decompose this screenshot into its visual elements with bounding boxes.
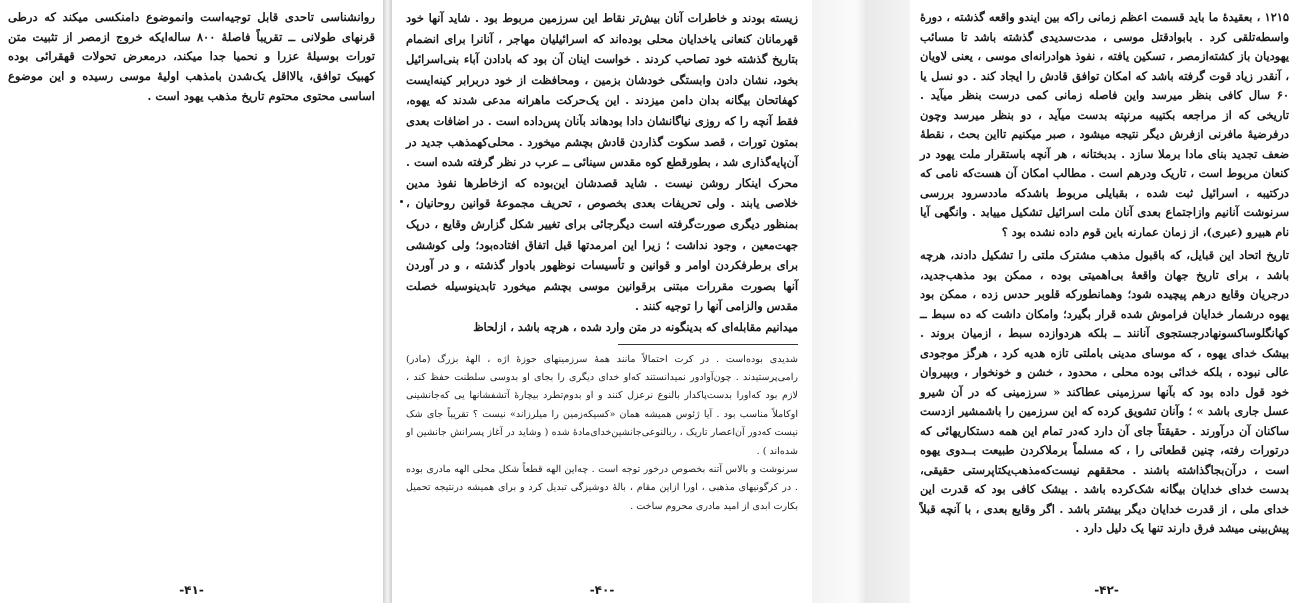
page-number: -۴۱- — [179, 583, 204, 597]
page-41 — [0, 0, 383, 603]
page-42-paragraph: تاریخ اتحاد این قبایل، که باقبول مذهب مشترک ملتی را تشکیل دادند، هرچه باشد ، برای تاریخ جهان واقعهٔ بی‌اهمیتی بوده ، ممکن بود مذهب‌جدید، درجریان وقایع درهم پیچیده شود؛ وهمانطورکه قلوبر حدس زده ، ممکن بود یهوه درشمار خدایان فراموش شده قرار بگیرد؛ وامکان داشت که ده سبط ــ کهانگلوساکسونها‌درجستجوی آنانند ــ بلکه هردوازده سبط ، ازمیان بروند . بیشک خدای یهوه ، که موسای مدینی باملتی تازه هدیه کرد ، هرگز موجودی عالی نبوده ، بلکه خدائی بوده محلی ، محدود ، خشن و خونخوار ، وبپیروان خود قول داده بود که بآنها سرزمینی عطاکند « سرزمینی که در آن شیرو عسل جاری باشد » ؛ وآنان تشویق کرده که این سرزمین را باشمشیر ازدست ساکنان آن درآورند . حقیقتاً جای آن دارد که‌در تمام این همه دستکاریهائی که درتورات رفته، چنین قطعاتی را ، که مسلماً برملاکردن طبیعت بــدوی یهوه است ، درآن‌بجاگذاشته باشند . محققهم نیست‌که‌مذهب‌یکتاپرستی حقیقی، بدست خدای خدایان بیگانه شک‌کرده باشد . بیشک کافی بود که قدرت این خدای ملی ، از قدرت خدایان دیگر بیشتر باشد . اگر وقایع بعدی ، با آنچه قبلاً پیش‌بینی میشد فرق دارند تنها یک دلیل دارد . — [920, 248, 1289, 535]
scan-speck — [400, 200, 403, 203]
footnote: سرنوشت و بالاس آتنه بخصوص درخور توجه است . چه‌این الهه قطعاً شکل محلی الهه مادری بوده . در کرگونیهای مذهبی ، اورا ازاین مقام ، بالهٔ دوشیزگی تبدیل کرد و برای همیشه درنتیجه تحمیل بکارت ابدی از امید مادری محروم ساخت . — [406, 463, 798, 512]
footnote-separator — [618, 344, 798, 345]
page-gutter-right — [812, 0, 910, 603]
page-40 — [392, 0, 812, 603]
page-number: -۴۰- — [589, 583, 615, 597]
page-number: -۴۲- — [1094, 583, 1119, 597]
page-41-paragraph: روانشناسی تاحدی قابل توجیه‌است وانموضوع دامنکسی میکند که درطی قرنهای طولانی ــ تقریباً فاصلهٔ ۸۰۰ ساله‌ایکه خروج ازمصر از تثبیت متن تورات بوسیلهٔ عزرا و نحمیا جدا میکند، درمعرض تحولات قهقرائی بوده کهبیک توافق، یالااقل یک‌شدن بامذهب اولیهٔ موسی رسیده و این موضوع اساسی محتوی محتوم تاریخ مذهب یهود است . — [8, 10, 376, 103]
page-40-paragraph: زیسته بودند و خاطرات آنان بیش‌تر نقاط این سرزمین مربوط بود . شاید آنها خود قهرمانان کنعانی یاخدایان محلی بوده‌اند که اسرائیلیان مهاجر ، آنانرا برای انضمام بتاریخ گذشته خود تصاحب کردند . خواست اینان آن بود که بادادن آباء بنی‌اسرائیل بخود، نشان دادن وابستگی خودشان بزمین ، ومحافظت از خود دربرابر کینه‌ایست کهفاتحان بیگانه بدان دامن میزدند . این یک‌حرکت ماهرانه مدعی شدند که یهوه، فقط آنچه را که روزی نیاگانشان دادا بودهاند بآنان پس‌داده است . در اضافات بعدی بمتون تورات ، قصد سکوت گذاردن قادش بچشم میخورد . محلی‌کهمذهب جدید در آن‌پایه‌گذاری شد ، بطورقطع کوه مقدس سینائی ــ عرب در نظر گرفته شده است . محرک اینکار روشن نیست . شاید قصدشان این‌بوده که ازخاطرها نفوذ مدین خلاصی یابند . ولی تحریفات بعدی بخصوص ، تحریف مجموعهٔ قوانین روحانیان ، بمنظور دیگری صورت‌گرفته است دیگرجائی برای تغییر شکل گزارش وقایع ، درپک جهت‌معین ، وجود نداشت ؛ زیرا این امرمدتها قبل اتفاق افتاده‌بود؛ ولی کوششی برای برطرفکردن اوامر و قوانین و تأسیسات نوظهور بادوار گذشته ، و در آوردن آنها بصورت مقررات مبتنی برقوانین موسی بچشم میخورد تابدینوسیله خصلت مقدس والزامی آنها را توجیه کنند . — [406, 11, 798, 314]
page-gutter-left — [383, 0, 392, 603]
page-42 — [910, 0, 1303, 603]
page-40-paragraph: میدانیم مقابله‌ای که بدینگونه در متن وارد شده ، هرچه باشد ، ازلحاظ — [473, 319, 798, 334]
footnote: شدیدی بوده‌است . در کرت احتمالاً مانند همهٔ سرزمینهای حوزهٔ اژه ، الههٔ بزرگ (مادر) رامی‌پرستیدند . چون‌آوادور نمیدانستند که‌او خدای دیگری را بجای او بدوسی سلطنت حفظ کند ، لازم بود که‌اورا بدست‌پاکدار بالنوع نرعزل کنند و او بدوم‌تطرد بیچارهٔ آتشفشانها یی که‌جانشینی اوکاملاً مناسب بود . آیا ژئوس همیشه همان «کسیکه‌زمین را میلرزاند» نیست ؟ تقریباً جای شک نیست که‌دور آن‌اعصار تاریک ، ربالنوعی‌جانشین‌خدای‌مادهٔ شده ( وشاید در آغاز پسرانش جانشین او شده‌اند ) . — [406, 353, 798, 457]
page-42-paragraph: ۱۲۱۵ ، بعقیدهٔ ما باید قسمت اعظم زمانی راکه بین ایندو واقعه گذشته ، دورهٔ واسطه‌تلقی کرد . بابوادقتل موسی ، مدت‌سدیدی گذشته باشد تا مسائب یهودیان باز کشته‌ازمصر ، تسکین یافته ، نفوذ هوادرانه‌ای موسی ، یعنی لاویان ، آنقدر زیاد قوت گرفته باشد که امکان توافق قادش را ایجاد کند . دو نسل یا ۶۰ سال کافی بنظر میرسد واین فاصله زمانی کمی درست بنظر میآید . تاریخی که از مراجعه بکتیبه مرنپته بدست میآید ، دو بنظر میرسد وچون درفرضیهٔ مافرنی ازفرش دیگر نتیجه میشود ، صبر میکنیم تااین بحث ، نقطهٔ ضعف تجدید بنای مادا برملا سازد . بدبختانه ، هر آنچه باستقرار ملت یهود در کنعان مربوط است ، تاریک ودرهم است . مطالب امکان آن هست‌که نامی که درکتیبه ، اسرائیل ثبت شده ، بقبایلی مربوط باشدکه ماددسرود بررسی سرنوشت آنانیم وازاجتماع بعدی آنان ملت اسرائیل تشکیل مییابد . وانگهی آیا نام هبیرو (عبری)، از زمان عمارنه باین قوم داده نشده بود ؟ — [920, 10, 1289, 239]
